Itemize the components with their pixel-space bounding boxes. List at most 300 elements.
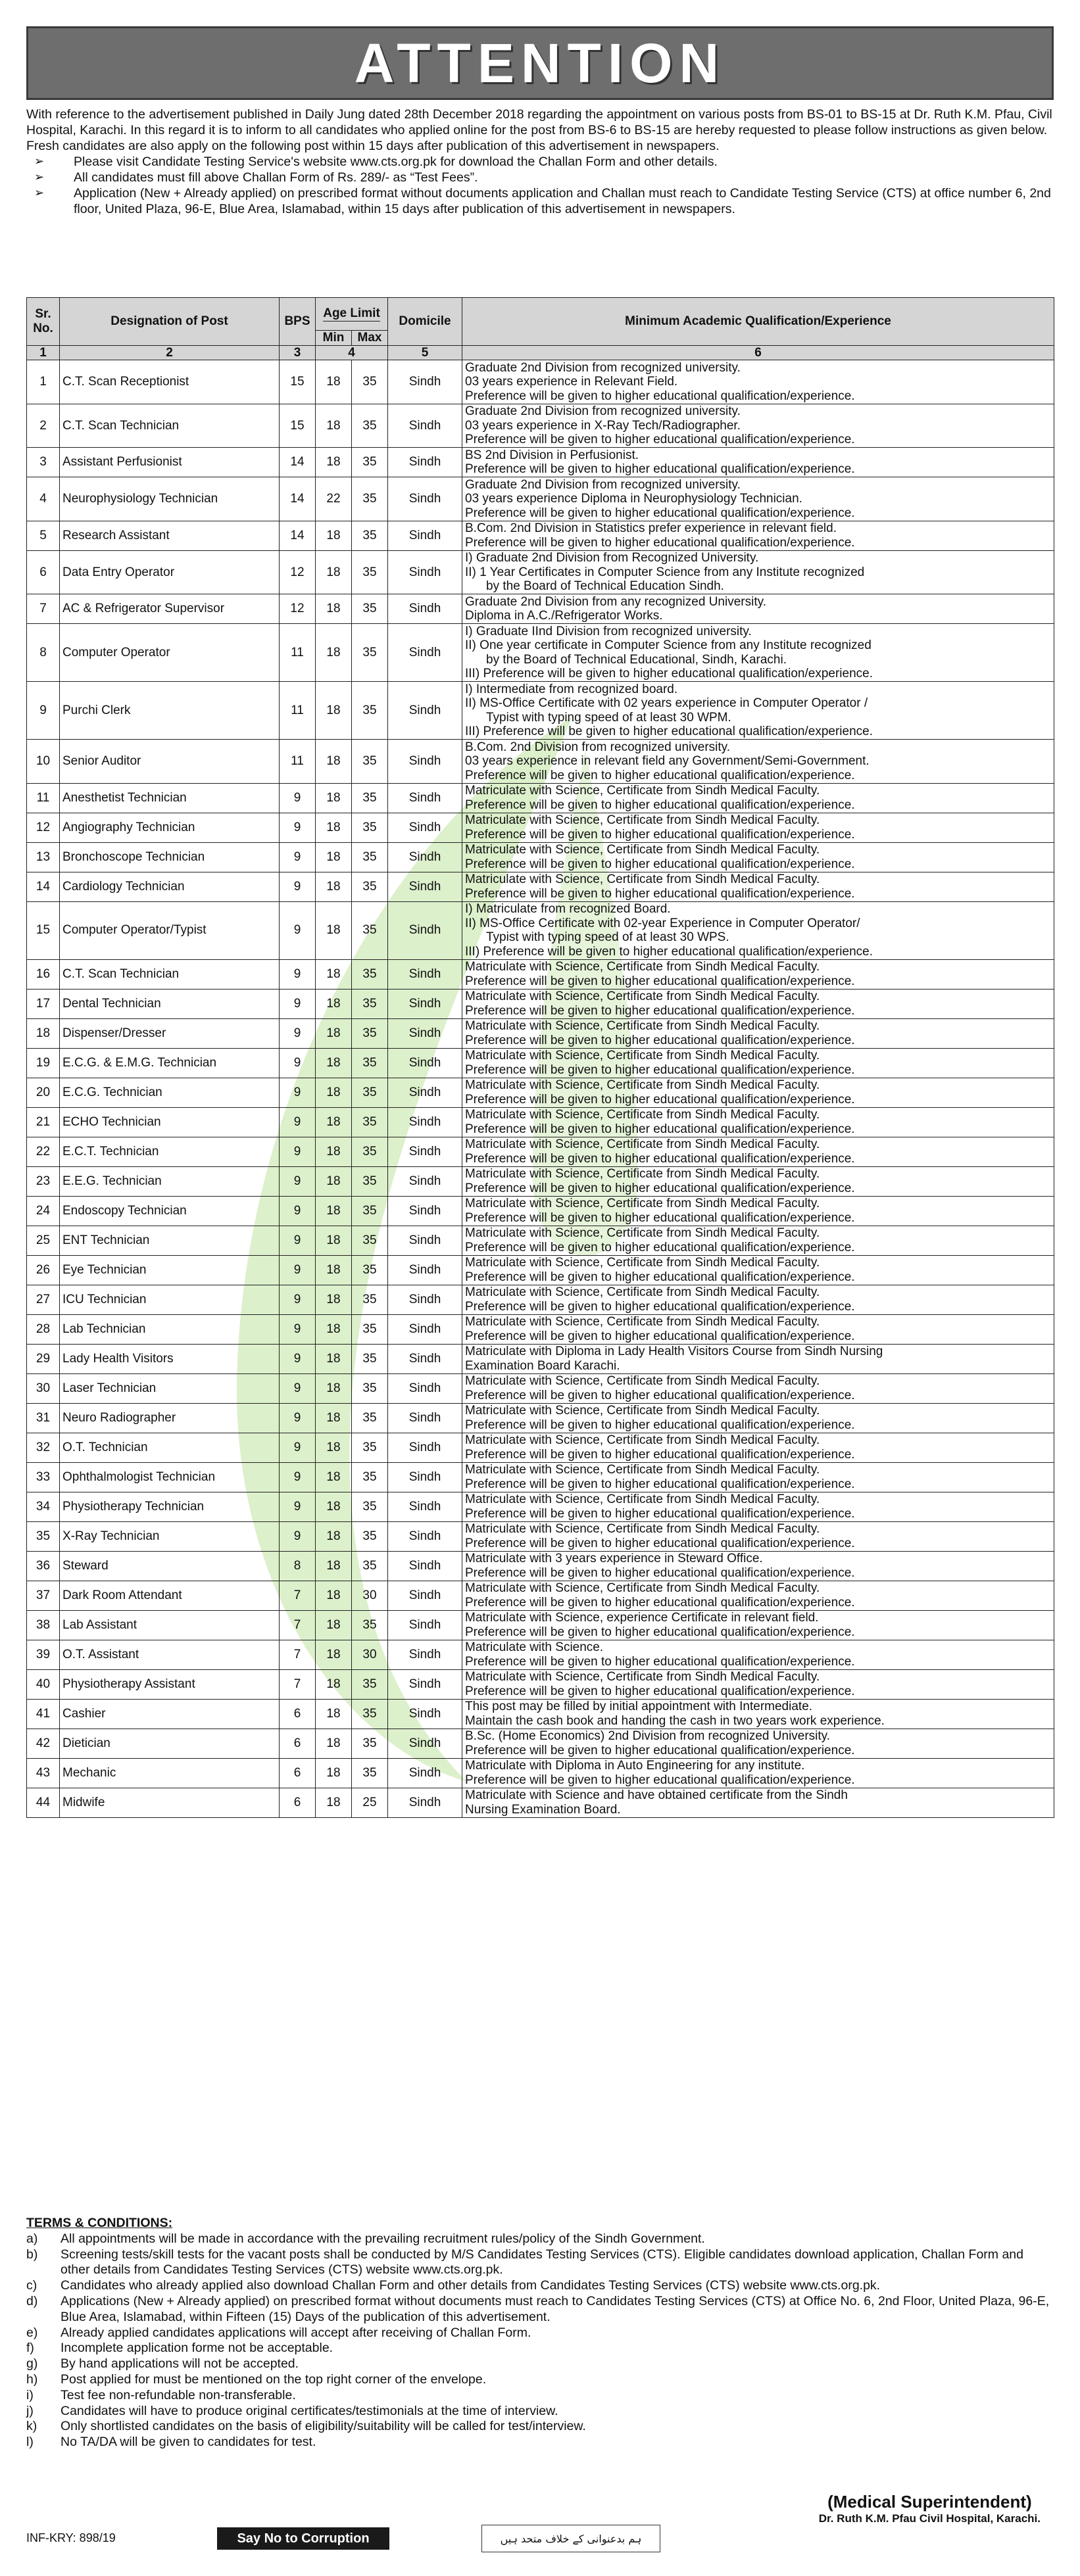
qualification-line: Matriculate with Science, Certificate from Sindh Medical Faculty. [465, 1078, 820, 1092]
cell-bps: 7 [280, 1640, 316, 1669]
cell-bps: 12 [280, 550, 316, 594]
cell-age-min: 18 [316, 901, 352, 959]
cell-qualification [462, 1729, 1054, 1758]
cell-bps: 9 [280, 1078, 316, 1107]
cell-qualification [462, 1226, 1054, 1255]
cell-age-min: 18 [316, 1226, 352, 1255]
terms-item [26, 2372, 1054, 2388]
qualification-line: Preference will be given to higher educational qualification/experience. [465, 1151, 855, 1166]
cell-domicile: Sindh [388, 1226, 462, 1255]
cell-sr: 2 [27, 404, 60, 448]
cell-designation: Cardiology Technician [60, 872, 280, 901]
qualification-line: Matriculate with Science, Certificate from Sindh Medical Faculty. [465, 1492, 820, 1506]
cell-qualification [462, 959, 1054, 989]
cell-designation: Lady Health Visitors [60, 1344, 280, 1373]
cell-age-max: 35 [352, 1462, 388, 1492]
cell-age-max: 35 [352, 872, 388, 901]
reference-number: INF-KRY: 898/19 [26, 2531, 116, 2544]
cell-domicile: Sindh [388, 550, 462, 594]
cell-qualification [462, 477, 1054, 521]
cell-age-max: 35 [352, 1521, 388, 1551]
table-row [27, 1107, 1054, 1137]
cell-qualification [462, 1255, 1054, 1285]
cell-domicile: Sindh [388, 1462, 462, 1492]
header-bps: BPS [280, 298, 316, 346]
cell-sr: 34 [27, 1492, 60, 1521]
signature-block [819, 2492, 1041, 2525]
banner-title: ATTENTION [354, 32, 726, 94]
cell-sr: 30 [27, 1373, 60, 1403]
cell-age-max: 35 [352, 624, 388, 682]
cell-qualification [462, 1758, 1054, 1788]
table-row [27, 1758, 1054, 1788]
cell-age-max: 35 [352, 1403, 388, 1433]
cell-domicile: Sindh [388, 1788, 462, 1817]
cell-age-max: 35 [352, 1137, 388, 1166]
header-sr: Sr. No. [27, 298, 60, 346]
cell-age-max: 35 [352, 1669, 388, 1699]
instruction-item: ➢ All candidates must fill above Challan Form of Rs. 289/- as “Test Fees”. [26, 170, 1054, 185]
table-row [27, 842, 1054, 872]
cell-bps: 9 [280, 1403, 316, 1433]
terms-letter: d) [26, 2293, 38, 2308]
cell-designation: Laser Technician [60, 1373, 280, 1403]
table-row [27, 1462, 1054, 1492]
cell-qualification [462, 360, 1054, 404]
cell-domicile: Sindh [388, 1729, 462, 1758]
cell-qualification [462, 1048, 1054, 1078]
table-row [27, 872, 1054, 901]
table-row [27, 360, 1054, 404]
qualification-line: I) Graduate IInd Division from recognized university. [465, 624, 752, 638]
cell-age-min: 18 [316, 682, 352, 740]
cell-age-min: 18 [316, 1344, 352, 1373]
cell-domicile: Sindh [388, 624, 462, 682]
qualification-line: Matriculate with Science, Certificate from Sindh Medical Faculty. [465, 1581, 820, 1595]
instruction-item: ➢ Please visit Candidate Testing Service's website www.cts.org.pk for download the Challan Form and other details. [26, 154, 1054, 170]
cell-age-min: 18 [316, 1551, 352, 1581]
cell-bps: 9 [280, 901, 316, 959]
qualification-line: Matriculate with Science, Certificate from Sindh Medical Faculty. [465, 1285, 820, 1299]
table-row [27, 682, 1054, 740]
table-row [27, 1078, 1054, 1107]
cell-designation: Anesthetist Technician [60, 783, 280, 813]
cell-designation: Senior Auditor [60, 740, 280, 784]
terms-text: Candidates will have to produce original certificates/testimonials at the time of interview. [61, 2403, 558, 2418]
qualification-line: Preference will be given to higher educational qualification/experience. [465, 1240, 855, 1254]
cell-age-min: 18 [316, 1373, 352, 1403]
cell-sr: 6 [27, 550, 60, 594]
cell-domicile: Sindh [388, 1314, 462, 1344]
cell-bps: 9 [280, 1314, 316, 1344]
cell-qualification [462, 404, 1054, 448]
cell-age-min: 18 [316, 1285, 352, 1314]
header-designation: Designation of Post [60, 298, 280, 346]
cell-age-max: 35 [352, 1758, 388, 1788]
cell-bps: 15 [280, 360, 316, 404]
cell-designation: Steward [60, 1551, 280, 1581]
cell-qualification [462, 1018, 1054, 1048]
qualification-line: Matriculate with Science, experience Certificate in relevant field. [465, 1611, 819, 1625]
cell-designation: Physiotherapy Technician [60, 1492, 280, 1521]
cell-designation: O.T. Assistant [60, 1640, 280, 1669]
qualification-line: Matriculate with Science, Certificate from Sindh Medical Faculty. [465, 1670, 820, 1684]
cell-age-max: 35 [352, 959, 388, 989]
qualification-line: Preference will be given to higher educational qualification/experience. [465, 1773, 855, 1787]
cell-sr: 44 [27, 1788, 60, 1817]
cell-domicile: Sindh [388, 1699, 462, 1729]
cell-age-min: 18 [316, 740, 352, 784]
cell-age-max: 35 [352, 404, 388, 448]
cell-age-min: 18 [316, 550, 352, 594]
qualification-line: Matriculate with Science, Certificate from Sindh Medical Faculty. [465, 990, 820, 1003]
cell-qualification [462, 1640, 1054, 1669]
cell-domicile: Sindh [388, 594, 462, 624]
cell-age-max: 35 [352, 1551, 388, 1581]
cell-designation: ENT Technician [60, 1226, 280, 1255]
terms-text: No TA/DA will be given to candidates for test. [61, 2435, 316, 2450]
cell-designation: Assistant Perfusionist [60, 448, 280, 477]
cell-bps: 9 [280, 989, 316, 1018]
cell-bps: 9 [280, 1255, 316, 1285]
cell-qualification [462, 1492, 1054, 1521]
cell-age-max: 35 [352, 1610, 388, 1640]
cell-age-min: 18 [316, 1521, 352, 1551]
qualification-line: 03 years experience Diploma in Neurophysiology Technician. [465, 492, 802, 506]
header-min: Min [316, 331, 352, 346]
table-row [27, 1610, 1054, 1640]
cell-age-max: 35 [352, 1285, 388, 1314]
cell-qualification [462, 740, 1054, 784]
cell-sr: 27 [27, 1285, 60, 1314]
cell-qualification [462, 1433, 1054, 1462]
qualification-line: Matriculate with Science, Certificate from Sindh Medical Faculty. [465, 1315, 820, 1329]
qualification-line: II) MS-Office Certificate with 02 years experience in Computer Operator / [465, 696, 868, 710]
qualification-line: B.Com. 2nd Division in Statistics prefer experience in relevant field. [465, 521, 837, 535]
qualification-line: Preference will be given to higher educational qualification/experience. [465, 827, 855, 842]
cell-age-min: 18 [316, 1462, 352, 1492]
cell-bps: 9 [280, 1344, 316, 1373]
cell-age-min: 18 [316, 1640, 352, 1669]
cell-sr: 33 [27, 1462, 60, 1492]
table-row [27, 521, 1054, 550]
cell-sr: 1 [27, 360, 60, 404]
qualification-line: Matriculate with Science, Certificate from Sindh Medical Faculty. [465, 1019, 820, 1033]
cell-domicile: Sindh [388, 1521, 462, 1551]
cell-domicile: Sindh [388, 740, 462, 784]
qualification-line: II) MS-Office Certificate with 02-year Experience in Computer Operator/ [465, 916, 860, 930]
qualification-line: Graduate 2nd Division from recognized university. [465, 404, 741, 418]
cell-qualification [462, 1137, 1054, 1166]
cell-age-max: 35 [352, 1255, 388, 1285]
table-row [27, 624, 1054, 682]
cell-sr: 9 [27, 682, 60, 740]
cell-bps: 6 [280, 1788, 316, 1817]
col-number: 5 [388, 345, 462, 360]
cell-bps: 9 [280, 872, 316, 901]
cell-sr: 23 [27, 1166, 60, 1196]
cell-age-max: 35 [352, 1699, 388, 1729]
cell-qualification [462, 1551, 1054, 1581]
cell-domicile: Sindh [388, 1373, 462, 1403]
cell-qualification [462, 1699, 1054, 1729]
table-row [27, 740, 1054, 784]
qualification-line: B.Sc. (Home Economics) 2nd Division from recognized University. [465, 1729, 831, 1743]
qualification-line: Preference will be given to higher educational qualification/experience. [465, 1565, 855, 1580]
table-row [27, 1492, 1054, 1521]
cell-sr: 31 [27, 1403, 60, 1433]
qualification-line: Preference will be given to higher educational qualification/experience. [465, 857, 855, 871]
cell-qualification [462, 521, 1054, 550]
cell-age-min: 18 [316, 404, 352, 448]
cell-sr: 22 [27, 1137, 60, 1166]
table-row [27, 1285, 1054, 1314]
qualification-line: Matriculate with Science, Certificate from Sindh Medical Faculty. [465, 1522, 820, 1536]
cell-age-max: 35 [352, 1048, 388, 1078]
cell-sr: 29 [27, 1344, 60, 1373]
table-row [27, 959, 1054, 989]
terms-item [26, 2388, 1054, 2404]
terms-item [26, 2341, 1054, 2356]
urdu-slogan: ہم بدعنوانی کے خلاف متحد ہیں [481, 2525, 660, 2552]
cell-sr: 40 [27, 1669, 60, 1699]
cell-bps: 14 [280, 521, 316, 550]
cell-qualification [462, 448, 1054, 477]
cell-designation: Lab Assistant [60, 1610, 280, 1640]
terms-item [26, 2419, 1054, 2435]
cell-domicile: Sindh [388, 1640, 462, 1669]
cell-designation: Angiography Technician [60, 813, 280, 842]
qualification-line: Preference will be given to higher educational qualification/experience. [465, 1033, 855, 1047]
qualification-line: Matriculate with Science, Certificate from Sindh Medical Faculty. [465, 843, 820, 857]
qualification-line: Matriculate with Science, Certificate from Sindh Medical Faculty. [465, 1137, 820, 1151]
cell-domicile: Sindh [388, 1255, 462, 1285]
table-row [27, 1699, 1054, 1729]
instruction-item: ➢ Application (New + Already applied) on prescribed format without documents application and Challan must reach to Candidate Testing Service (CTS) at office number 6, 2nd floor, United Plaza, 96-E, Blue Area, Islamabad, within 15 days after publication of this advertisement in newspapers. [26, 185, 1054, 217]
cell-age-min: 18 [316, 594, 352, 624]
cell-sr: 3 [27, 448, 60, 477]
cell-qualification [462, 594, 1054, 624]
qualification-line: Preference will be given to higher educational qualification/experience. [465, 768, 855, 782]
cell-qualification [462, 1373, 1054, 1403]
cell-bps: 9 [280, 1196, 316, 1226]
cell-sr: 16 [27, 959, 60, 989]
cell-designation: C.T. Scan Technician [60, 959, 280, 989]
qualification-line: Preference will be given to higher educational qualification/experience. [465, 974, 855, 988]
qualification-line: Preference will be given to higher educational qualification/experience. [465, 1092, 855, 1107]
cell-age-max: 35 [352, 901, 388, 959]
table-row [27, 901, 1054, 959]
cell-domicile: Sindh [388, 1551, 462, 1581]
qualification-line: Preference will be given to higher educational qualification/experience. [465, 535, 855, 550]
cell-sr: 19 [27, 1048, 60, 1078]
cell-age-max: 35 [352, 1196, 388, 1226]
cell-domicile: Sindh [388, 1166, 462, 1196]
cell-designation: Midwife [60, 1788, 280, 1817]
qualification-line: Matriculate with Science, Certificate from Sindh Medical Faculty. [465, 1049, 820, 1062]
cell-age-min: 18 [316, 1669, 352, 1699]
cell-bps: 6 [280, 1758, 316, 1788]
cell-sr: 37 [27, 1581, 60, 1610]
cell-age-min: 18 [316, 989, 352, 1018]
cell-bps: 9 [280, 842, 316, 872]
cell-age-min: 18 [316, 1196, 352, 1226]
table-row [27, 1551, 1054, 1581]
qualification-line: Matriculate with Science, Certificate from Sindh Medical Faculty. [465, 1463, 820, 1477]
cell-age-min: 22 [316, 477, 352, 521]
cell-age-min: 18 [316, 1048, 352, 1078]
cell-domicile: Sindh [388, 1403, 462, 1433]
cell-designation: Cashier [60, 1699, 280, 1729]
cell-age-min: 18 [316, 1107, 352, 1137]
qualification-line: Preference will be given to higher educational qualification/experience. [465, 1654, 855, 1669]
cell-age-max: 35 [352, 594, 388, 624]
table-row [27, 1048, 1054, 1078]
table-row [27, 1018, 1054, 1048]
qualification-line: Examination Board Karachi. [465, 1358, 620, 1373]
terms-list [26, 2231, 1054, 2450]
cell-designation: E.C.G. & E.M.G. Technician [60, 1048, 280, 1078]
terms-text: Only shortlisted candidates on the basis of eligibility/suitability will be called for test/interview. [61, 2419, 586, 2434]
cell-sr: 43 [27, 1758, 60, 1788]
qualification-line: III) Preference will be given to higher educational qualification/experience. [465, 667, 873, 680]
table-row [27, 1166, 1054, 1196]
cell-age-min: 18 [316, 783, 352, 813]
terms-item [26, 2231, 1054, 2247]
cell-age-max: 35 [352, 1078, 388, 1107]
qualification-line: Matriculate with Science. [465, 1640, 604, 1654]
table-row [27, 1255, 1054, 1285]
cell-domicile: Sindh [388, 1137, 462, 1166]
cell-age-min: 18 [316, 1758, 352, 1788]
column-number-row [27, 345, 1054, 360]
qualification-line: Matriculate with Science, Certificate from Sindh Medical Faculty. [465, 1256, 820, 1270]
cell-sr: 15 [27, 901, 60, 959]
table-row [27, 1344, 1054, 1373]
qualification-line: Typist with typing speed of at least 30 WPM. [486, 710, 731, 725]
col-number: 6 [462, 345, 1054, 360]
cell-age-max: 35 [352, 477, 388, 521]
terms-letter: g) [26, 2356, 38, 2372]
cell-domicile: Sindh [388, 1610, 462, 1640]
qualification-line: III) Preference will be given to higher educational qualification/experience. [465, 944, 873, 959]
terms-text: All appointments will be made in accordance with the prevailing recruitment rules/policy of the Sindh Government. [61, 2231, 705, 2246]
cell-domicile: Sindh [388, 842, 462, 872]
terms-item [26, 2247, 1054, 2279]
cell-domicile: Sindh [388, 1285, 462, 1314]
cell-sr: 21 [27, 1107, 60, 1137]
cell-age-min: 18 [316, 1581, 352, 1610]
qualification-line: Graduate 2nd Division from recognized university. [465, 360, 741, 375]
terms-letter: h) [26, 2372, 38, 2387]
cell-age-min: 18 [316, 1403, 352, 1433]
qualification-line: 03 years experience in X-Ray Tech/Radiographer. [465, 418, 741, 433]
cell-designation: Lab Technician [60, 1314, 280, 1344]
cell-domicile: Sindh [388, 813, 462, 842]
cell-qualification [462, 1344, 1054, 1373]
table-row [27, 550, 1054, 594]
cell-bps: 11 [280, 740, 316, 784]
terms-letter: e) [26, 2325, 38, 2340]
cell-sr: 28 [27, 1314, 60, 1344]
qualification-line: by the Board of Technical Education Sindh. [486, 579, 724, 593]
table-row [27, 1314, 1054, 1344]
hospital-name: Dr. Ruth K.M. Pfau Civil Hospital, Karachi. [818, 2512, 1041, 2525]
qualification-line: II) 1 Year Certificates in Computer Science from any Institute recognized [465, 565, 865, 579]
qualification-line: Typist with typing speed of at least 30 WPS. [486, 930, 729, 944]
cell-age-max: 35 [352, 813, 388, 842]
cell-designation: AC & Refrigerator Supervisor [60, 594, 280, 624]
terms-letter: b) [26, 2247, 38, 2262]
terms-letter: a) [26, 2231, 38, 2246]
qualification-line: Preference will be given to higher educational qualification/experience. [465, 1506, 855, 1521]
cell-age-min: 18 [316, 1137, 352, 1166]
cell-age-max: 30 [352, 1581, 388, 1610]
terms-item [26, 2404, 1054, 2420]
cell-sr: 38 [27, 1610, 60, 1640]
cell-designation: E.E.G. Technician [60, 1166, 280, 1196]
signatory-title: (Medical Superintendent) [827, 2492, 1032, 2512]
instruction-list [26, 154, 1054, 217]
cell-domicile: Sindh [388, 1048, 462, 1078]
table-row [27, 404, 1054, 448]
cell-domicile: Sindh [388, 1018, 462, 1048]
qualification-line: Matriculate with Science and have obtained certificate from the Sindh [465, 1788, 848, 1802]
table-row [27, 594, 1054, 624]
cell-domicile: Sindh [388, 1669, 462, 1699]
cell-qualification [462, 1403, 1054, 1433]
header-max: Max [352, 331, 388, 346]
cell-bps: 15 [280, 404, 316, 448]
cell-age-max: 35 [352, 1314, 388, 1344]
qualification-line: I) Intermediate from recognized board. [465, 682, 678, 696]
terms-text: Screening tests/skill tests for the vacant posts shall be conducted by M/S Candidates Testing Services (CTS). Eligible candidates download application, Challan Form and other details from Candidates Testing Services (CTS) website www.cts.org.pk. [61, 2247, 1023, 2278]
cell-designation: Neuro Radiographer [60, 1403, 280, 1433]
cell-bps: 9 [280, 1166, 316, 1196]
cell-age-min: 18 [316, 1699, 352, 1729]
cell-domicile: Sindh [388, 1107, 462, 1137]
cell-qualification [462, 1196, 1054, 1226]
cell-bps: 9 [280, 959, 316, 989]
header-domicile: Domicile [388, 298, 462, 346]
qualification-line: Preference will be given to higher educational qualification/experience. [465, 389, 855, 403]
cell-age-max: 25 [352, 1788, 388, 1817]
cell-qualification [462, 1610, 1054, 1640]
qualification-line: Preference will be given to higher educational qualification/experience. [465, 1477, 855, 1491]
qualification-line: Preference will be given to higher educational qualification/experience. [465, 1447, 855, 1462]
cell-bps: 11 [280, 682, 316, 740]
cell-sr: 35 [27, 1521, 60, 1551]
qualification-line: Preference will be given to higher educational qualification/experience. [465, 1536, 855, 1550]
cell-age-min: 18 [316, 1610, 352, 1640]
qualification-line: Graduate 2nd Division from any recognized University. [465, 594, 766, 609]
cell-age-max: 35 [352, 783, 388, 813]
qualification-line: Preference will be given to higher educational qualification/experience. [465, 1122, 855, 1136]
cell-designation: Mechanic [60, 1758, 280, 1788]
qualification-line: Preference will be given to higher educational qualification/experience. [465, 1062, 855, 1077]
cell-sr: 25 [27, 1226, 60, 1255]
cell-bps: 9 [280, 1521, 316, 1551]
cell-bps: 14 [280, 448, 316, 477]
qualification-line: Preference will be given to higher educational qualification/experience. [465, 1003, 855, 1018]
cell-domicile: Sindh [388, 901, 462, 959]
cell-bps: 9 [280, 1048, 316, 1078]
cell-bps: 9 [280, 1433, 316, 1462]
cell-bps: 9 [280, 1107, 316, 1137]
col-number: 2 [60, 345, 280, 360]
cell-bps: 12 [280, 594, 316, 624]
terms-letter: k) [26, 2419, 37, 2434]
